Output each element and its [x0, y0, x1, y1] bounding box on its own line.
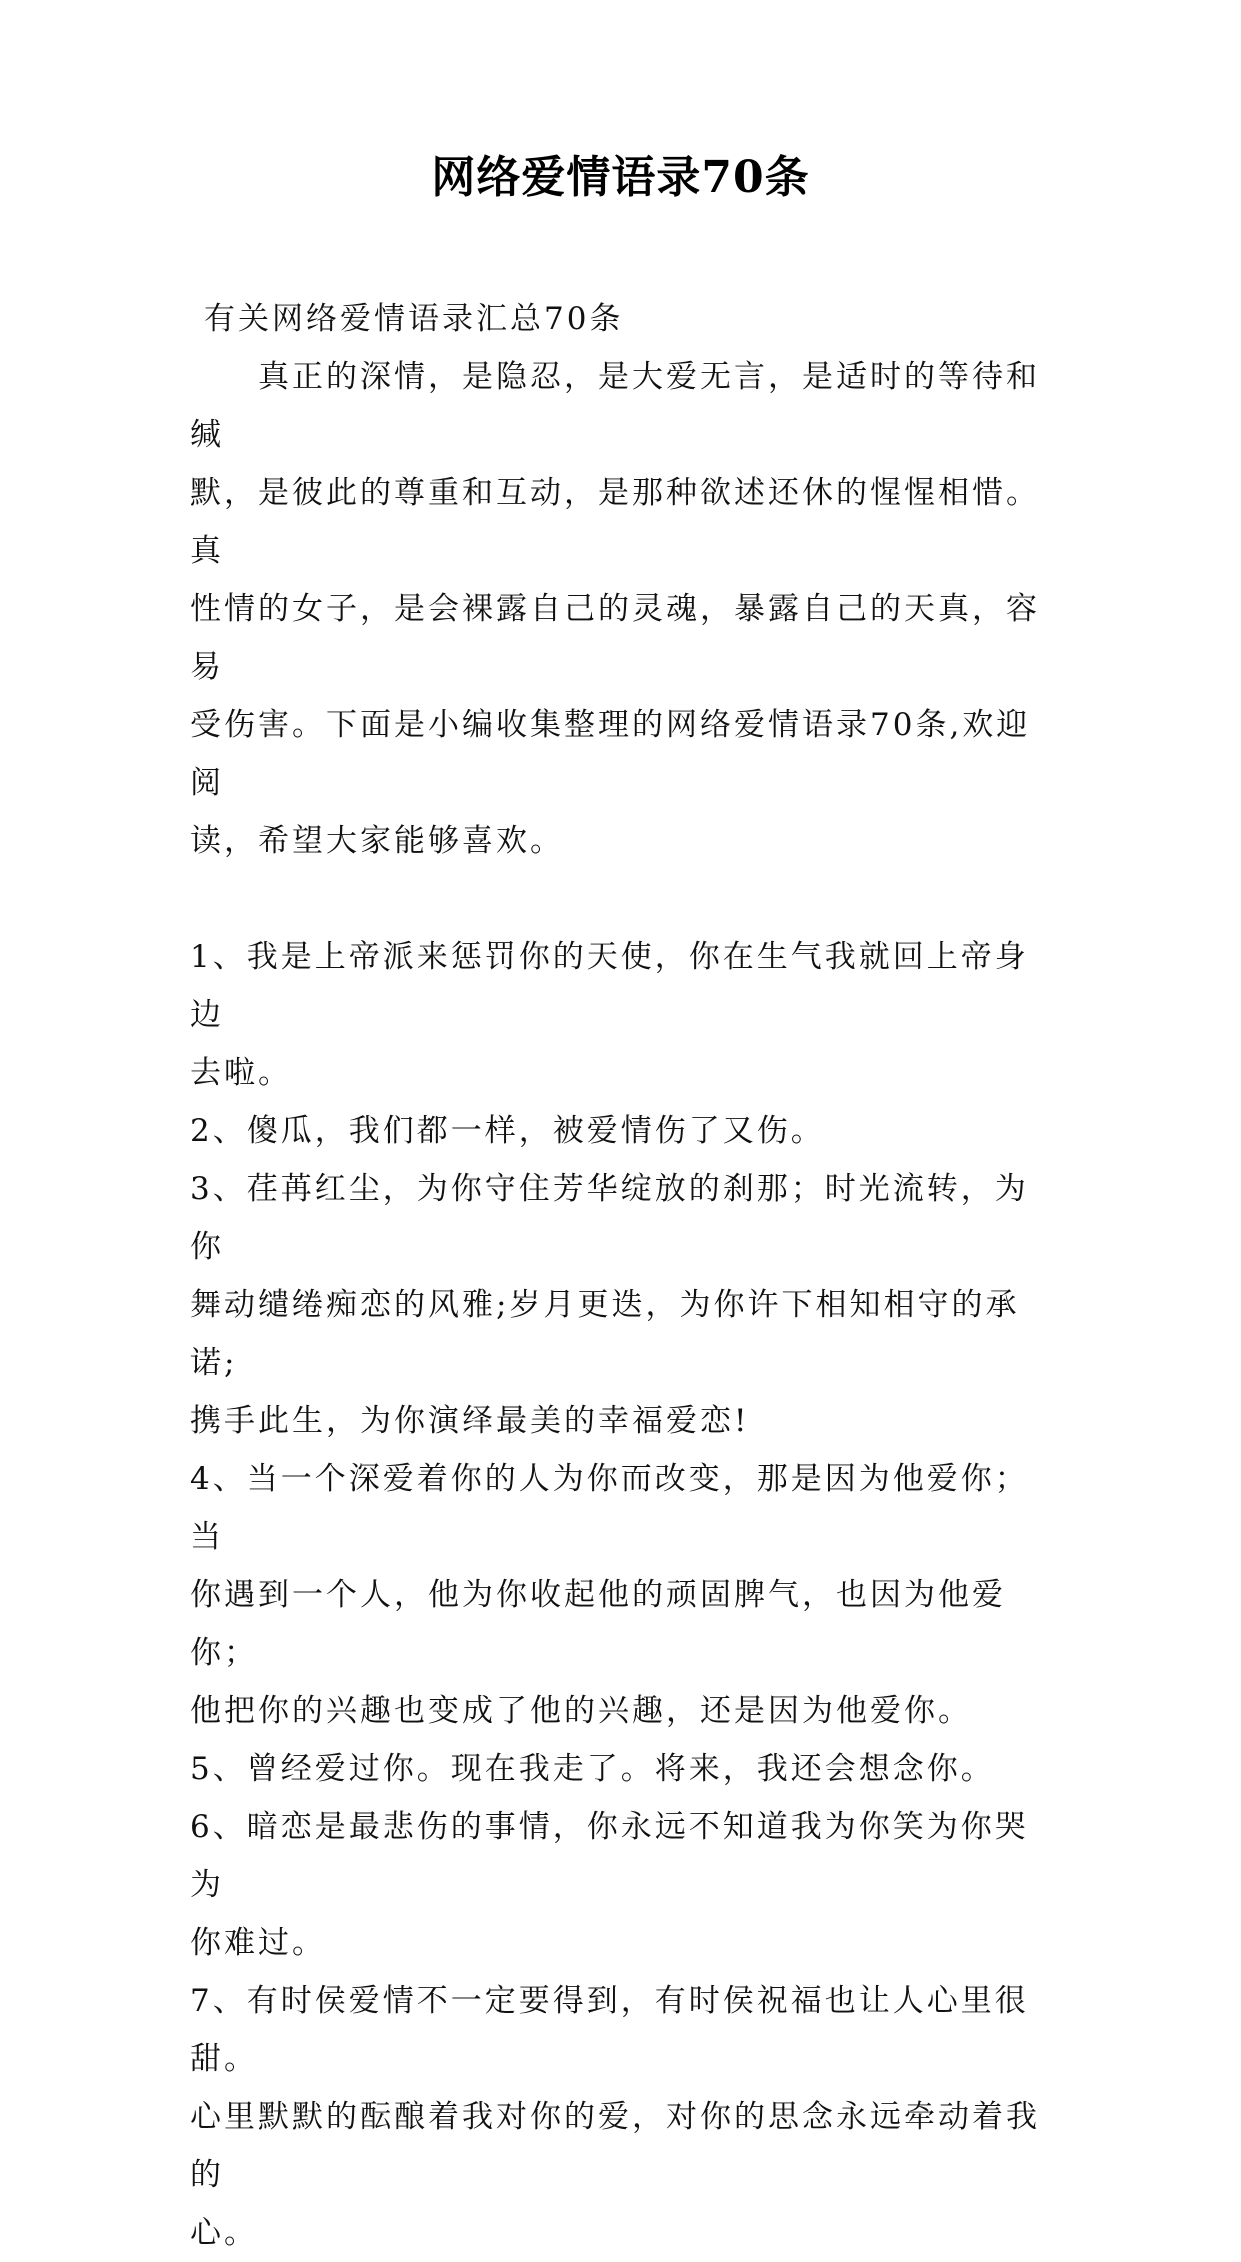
list-item: 2、傻瓜，我们都一样，被爱情伤了又伤。: [190, 1113, 825, 1149]
list-item: 1、我是上帝派来惩罚你的天使，你在生气我就回上帝身边 去啦。: [190, 939, 1029, 1091]
paragraph-spacer: [190, 870, 1060, 928]
list-item: 4、当一个深爱着你的人为你而改变，那是因为他爱你；当 你遇到一个人，他为你收起他的顽固脾气，也因为他爱你； 他把你的兴趣也变成了他的兴趣，还是因为他爱你。: [190, 1461, 1029, 1729]
list-item: 6、暗恋是最悲伤的事情，你永远不知道我为你笑为你哭为 你难过。: [190, 1809, 1029, 1961]
list-item: 3、荏苒红尘，为你守住芳华绽放的刹那；时光流转，为你 舞动缱绻痴恋的风雅;岁月更迭，为你许下相知相守的承诺; 携手此生，为你演绎最美的幸福爱恋!: [190, 1171, 1029, 1439]
list-item: 5、曾经爱过你。现在我走了。将来，我还会想念你。: [190, 1751, 995, 1787]
document-body: [190, 290, 1060, 2262]
document-subtitle: 有关网络爱情语录汇总70条: [204, 301, 624, 337]
intro-paragraph: 真正的深情，是隐忍，是大爱无言，是适时的等待和缄 默，是彼此的尊重和互动，是那种欲述还休的惺惺相惜。真 性情的女子，是会裸露自己的灵魂，暴露自己的天真，容易 受伤害。下面是小编收集整理的网络爱情语录70条,欢迎阅 读，希望大家能够喜欢。: [190, 359, 1040, 859]
list-item: 7、有时侯爱情不一定要得到，有时侯祝福也让人心里很甜。 心里默默的酝酿着我对你的爱，对你的思念永远牵动着我的 心。: [190, 1983, 1040, 2251]
document-title: 网络爱情语录70条: [431, 152, 810, 203]
